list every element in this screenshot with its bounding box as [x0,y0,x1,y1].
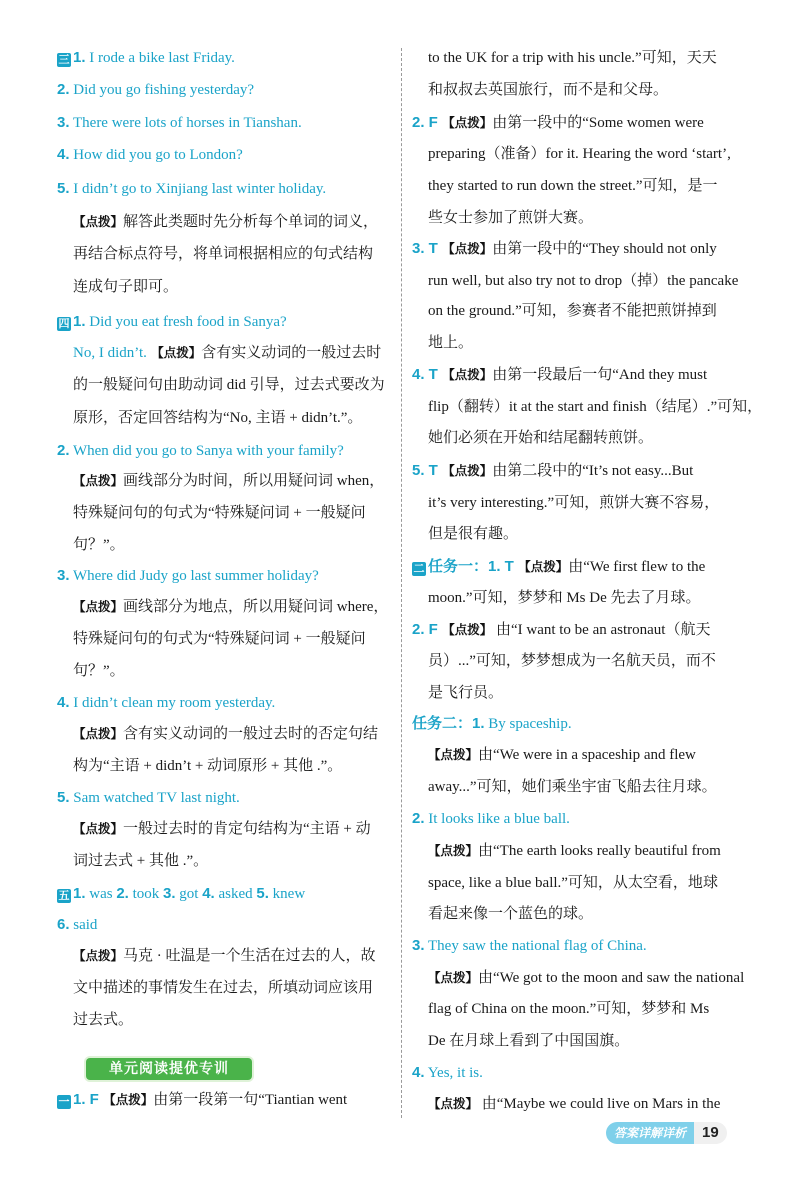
answer-text: Did you go fishing yesterday? [69,82,255,98]
text-line [412,239,717,259]
text-line [73,851,208,871]
text-line [57,312,287,332]
text-line [73,212,378,232]
explanation-text: 是飞行员。 [428,685,504,701]
text-line [428,588,701,608]
text-line [57,80,254,100]
text-line [428,873,718,893]
text-line [57,915,97,935]
hint-label: 【点拨】 [428,843,479,858]
text-line [412,461,693,481]
text-line [412,714,572,734]
explanation-text: 解答此类题时先分析每个单词的词义， [123,214,379,230]
text-line [428,999,709,1019]
text-line [412,936,647,956]
explanation-text: 由“Maybe we could live on Mars in the [478,1096,721,1112]
text-line [428,841,721,861]
explanation-text: 连成句子即可。 [73,279,179,295]
text-line [73,471,384,491]
explanation-text: preparing（准备）for it. Hearing the word ‘start’, [428,146,731,162]
text-line [428,333,473,353]
explanation-text: 句？”。 [73,663,125,679]
footer-label: 答案详解详析 [606,1122,694,1144]
answer-text: was [85,886,117,902]
hint-label: 【点拨】 [428,970,479,985]
explanation-text: away...”可知，她们乘坐宇宙飞船去往月球。 [428,779,717,795]
text-line [428,777,717,797]
explanation-text: 由第一段中的“They should not only [492,241,717,257]
explanation-text: 些女士参加了煎饼大赛。 [428,210,594,226]
hint-label: 【点拨】 [98,1092,154,1107]
item-number: 任务二：1. [412,715,485,732]
item-number: 2. [412,810,425,827]
text-line [428,301,717,321]
text-line [73,408,362,428]
item-number: 4. [202,885,215,902]
text-line [73,535,125,555]
explanation-text: 看起来像一个蓝色的球。 [428,906,594,922]
answer-text: They saw the national flag of China. [424,938,647,954]
text-line [428,524,518,544]
text-line [73,629,366,649]
explanation-text: space, like a blue ball.”可知，从太空看，地球 [428,875,718,891]
text-line [57,566,319,586]
answer-text: No, I didn’t. [73,345,147,361]
explanation-text: 由“We got to the moon and saw the national [478,970,745,986]
explanation-text: 句？”。 [73,537,125,553]
text-line [428,745,696,765]
item-number: 3. [412,937,425,954]
answer-text: Yes, it is. [424,1065,483,1081]
explanation-text: 再结合标点符号，将单词根据相应的句式结构 [73,246,374,262]
hint-label: 【点拨】 [428,1096,479,1111]
explanation-text: 的一般疑问句由助动词 did 引导，过去式要改为 [73,377,385,393]
text-line [73,946,376,966]
explanation-text: 由第一段最后一句“And they must [492,367,708,383]
text-line [57,113,302,133]
item-number: 3. T [412,240,438,257]
explanation-text: 和叔叔去英国旅行，而不是和父母。 [428,82,669,98]
item-number: 2. [116,885,129,902]
explanation-text: 画线部分为时间，所以用疑问词 when， [123,473,385,489]
explanation-text: 由“We first flew to the [568,559,706,575]
hint-label: 【点拨】 [73,821,124,836]
text-line [428,493,719,513]
explanation-text: flag of China on the moon.”可知，梦梦和 Ms [428,1001,710,1017]
text-line [428,1031,629,1051]
text-line [73,819,371,839]
item-number: 2. F [412,621,438,638]
text-line [73,343,381,363]
explanation-text: they started to run down the street.”可知，是一 [428,178,718,194]
hint-label: 【点拨】 [73,599,124,614]
section-badge: 二 [413,562,425,575]
text-line [428,968,744,988]
explanation-text: De 在月球上看到了中国国旗。 [428,1033,630,1049]
explanation-text: 由第一段中的“Some women were [492,115,704,131]
explanation-text: 由“I want to be an astronaut（航天 [492,622,711,638]
answer-text: knew [268,886,306,902]
section-badge: 一 [58,1095,70,1108]
item-number: 2. [57,81,70,98]
answer-text: There were lots of horses in Tianshan. [69,115,302,131]
text-line [428,397,762,417]
explanation-text: moon.”可知，梦梦和 Ms De 先去了月球。 [428,590,701,606]
item-number: 1. [73,885,86,902]
hint-label: 【点拨】 [73,726,124,741]
hint-label: 【点拨】 [437,622,493,637]
explanation-text: 文中描述的事情发生在过去，所填动词应该用 [73,980,374,996]
hint-label: 【点拨】 [437,115,493,130]
text-line [73,503,366,523]
text-line [428,144,731,164]
column-divider [401,48,402,1118]
explanation-text: 由“The earth looks really beautiful from [478,843,721,859]
answer-text: I didn’t clean my room yesterday. [69,695,276,711]
text-line [57,884,305,904]
explanation-text: to the UK for a trip with his uncle.”可知，天天 [428,50,717,66]
text-line [57,1090,347,1110]
explanation-text: 由第二段中的“It’s not easy...But [492,463,694,479]
text-line [428,208,593,228]
answer-text: got [175,886,203,902]
answer-text: Where did Judy go last summer holiday? [69,568,319,584]
text-line [73,375,385,395]
item-number: 5. [57,180,70,197]
text-line [57,788,240,808]
item-number: 5. [57,789,70,806]
explanation-text: 地上。 [428,335,474,351]
text-line [412,557,705,577]
item-number: 3. [57,567,70,584]
answer-text: said [69,917,98,933]
explanation-text: 员）...”可知，梦梦想成为一名航天员，而不 [428,653,716,669]
item-number: 2. [57,442,70,459]
text-line [73,756,342,776]
item-number: 1. [73,313,86,330]
text-line [428,428,653,448]
text-line [412,620,710,640]
page-number: 19 [694,1122,727,1144]
section-badge: 四 [58,317,70,330]
hint-label: 【点拨】 [73,473,124,488]
text-line [428,651,716,671]
explanation-text: 由“We were in a spaceship and flew [478,747,696,763]
text-line [428,176,718,196]
answer-text: When did you go to Sanya with your family? [69,443,344,459]
explanation-text: 原形，否定回答结构为“No, 主语 + didn’t.”。 [73,410,363,426]
item-number: 1. [73,49,86,66]
item-number: 4. [57,146,70,163]
answer-text: How did you go to London? [69,147,243,163]
answer-text: Did you eat fresh food in Sanya? [85,314,287,330]
item-number: 4. T [412,366,438,383]
explanation-text: on the ground.”可知，参赛者不能把煎饼掉到 [428,303,717,319]
text-line [73,244,373,264]
explanation-text: 一般过去时的肯定句结构为“主语 + 动 [123,821,371,837]
explanation-text: 过去式。 [73,1012,134,1028]
item-number: 3. [163,885,176,902]
explanation-text: 特殊疑问句的句式为“特殊疑问词 + 一般疑问 [73,505,366,521]
explanation-text: 她们必须在开始和结尾翻转煎饼。 [428,430,654,446]
explanation-text: 特殊疑问句的句式为“特殊疑问词 + 一般疑问 [73,631,366,647]
text-line [412,113,704,133]
explanation-text: 画线部分为地点，所以用疑问词 where， [123,599,389,615]
item-number: 6. [57,916,70,933]
text-line [428,683,503,703]
hint-label: 【点拨】 [437,367,493,382]
answer-text: I didn’t go to Xinjiang last winter holiday. [69,181,327,197]
item-number: 5. [256,885,269,902]
text-line [57,179,326,199]
explanation-text: 构为“主语 + didn’t + 动词原形 + 其他 .”。 [73,758,343,774]
explanation-text: 含有实义动词的一般过去时的否定句结 [123,726,379,742]
answer-text: It looks like a blue ball. [424,811,570,827]
text-line [73,978,373,998]
explanation-text: 但是很有趣。 [428,526,519,542]
text-line [73,597,388,617]
hint-label: 【点拨】 [513,559,569,574]
text-line [57,693,275,713]
hint-label: 【点拨】 [146,345,202,360]
answer-text: took [128,886,164,902]
item-number: 3. [57,114,70,131]
explanation-text: run well, but also try not to drop（掉）the pancake [428,273,739,289]
item-number: 2. F [412,114,438,131]
text-line [412,365,707,385]
hint-label: 【点拨】 [437,463,493,478]
text-line [412,809,570,829]
item-number: 4. [412,1064,425,1081]
explanation-text: flip（翻转）it at the start and finish（结尾）.”可知， [428,399,763,415]
explanation-text: 马克 · 吐温是一个生活在过去的人，故 [123,948,376,964]
text-line [73,1010,133,1030]
item-number: 5. T [412,462,438,479]
text-line [57,48,235,68]
explanation-text: 含有实义动词的一般过去时 [201,345,382,361]
text-line [73,724,378,744]
text-line [428,271,738,291]
section-banner: 单元阅读提优专训 [86,1058,252,1080]
item-number: 任务一：1. T [428,558,514,575]
hint-label: 【点拨】 [428,747,479,762]
text-line [57,441,344,461]
section-badge: 五 [58,889,70,902]
item-number: 1. F [73,1091,99,1108]
text-line [412,1063,483,1083]
explanation-text: it’s very interesting.”可知，煎饼大赛不容易， [428,495,720,511]
answer-text: asked [214,886,257,902]
answer-text: Sam watched TV last night. [69,790,240,806]
section-badge: 三 [58,53,70,66]
text-line [73,277,178,297]
explanation-text: 由第一段第一句“Tiantian went [153,1092,348,1108]
answer-text: By spaceship. [484,716,572,732]
hint-label: 【点拨】 [73,948,124,963]
text-line [428,48,717,68]
text-line [428,1094,720,1114]
text-line [428,80,668,100]
answer-text: I rode a bike last Friday. [85,50,235,66]
page-footer [606,1122,727,1144]
text-line [73,661,125,681]
hint-label: 【点拨】 [73,214,124,229]
hint-label: 【点拨】 [437,241,493,256]
text-line [57,145,243,165]
item-number: 4. [57,694,70,711]
text-line [428,904,593,924]
explanation-text: 词过去式 + 其他 .”。 [73,853,209,869]
